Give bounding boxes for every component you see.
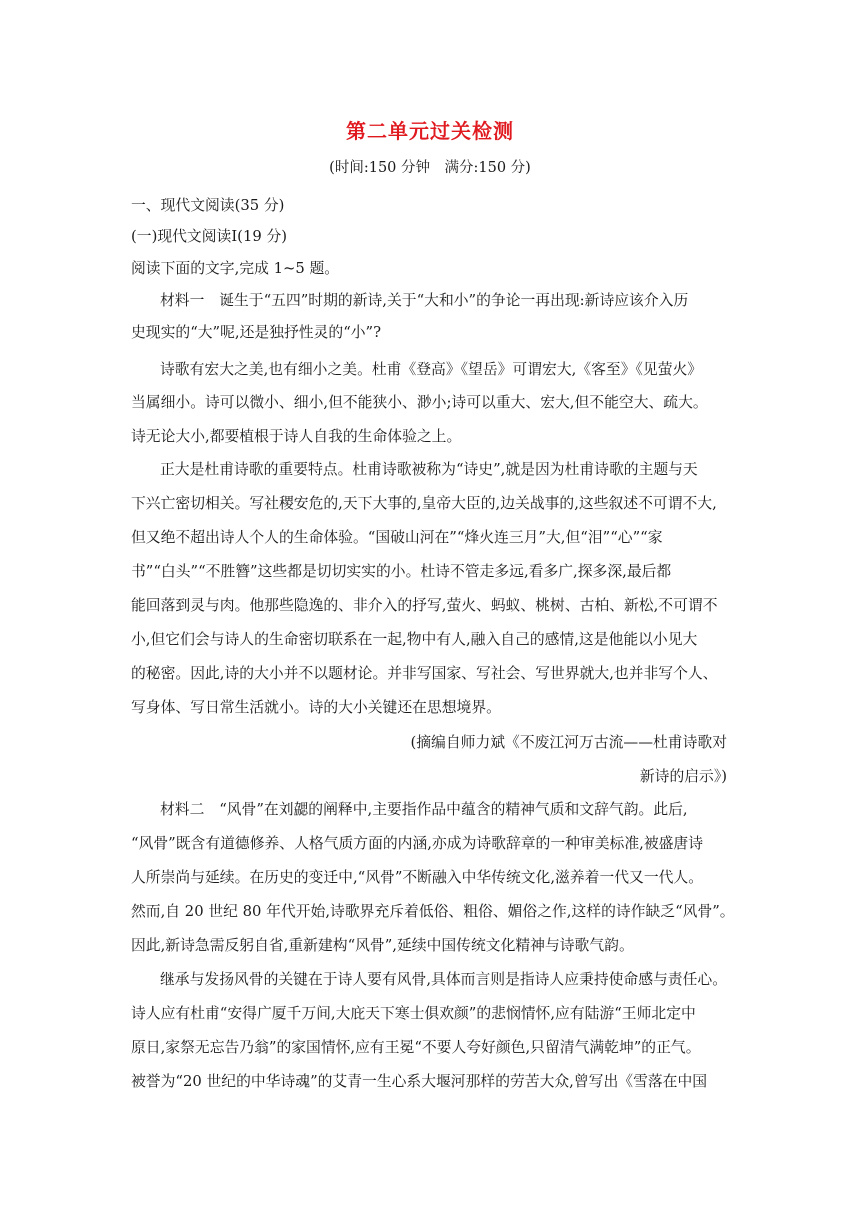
source-citation: 新诗的启示》) (639, 768, 727, 785)
text-line: 诗人应有杜甫“安得广厦千万间,大庇天下寒士俱欢颜”的悲悯情怀,应有陆游“王师北定中 (131, 1005, 696, 1022)
text-line: 材料一 诞生于“五四”时期的新诗,关于“大和小”的争论一再出现:新诗应该介入历 (160, 292, 689, 309)
text-line: 继承与发扬风骨的关键在于诗人要有风骨,具体而言则是指诗人应秉持使命感与责任心。 (160, 971, 727, 988)
subsection-heading: (一)现代文阅读Ⅰ(19 分) (131, 228, 288, 245)
text-line: 然而,自 20 世纪 80 年代开始,诗歌界充斥着低俗、粗俗、媚俗之作,这样的诗作缺乏“风骨”。 (131, 903, 735, 920)
text-line: 下兴亡密切相关。写社稷安危的,天下大事的,皇帝大臣的,边关战事的,这些叙述不可谓不大, (131, 495, 717, 512)
source-citation: (摘编自师力斌《不废江河万古流——杜甫诗歌对 (410, 734, 727, 751)
text-line: 被誉为“20 世纪的中华诗魂”的艾青一生心系大堰河那样的劳苦大众,曾写出《雪落在中国 (131, 1073, 708, 1090)
text-line: 诗无论大小,都要植根于诗人自我的生命体验之上。 (131, 428, 462, 445)
section-heading: 一、现代文阅读(35 分) (131, 197, 285, 214)
text-line: 材料二 “风骨”在刘勰的阐释中,主要指作品中蕴含的精神气质和文辞气韵。此后, (160, 801, 688, 818)
instruction: 阅读下面的文字,完成 1~5 题。 (131, 260, 340, 277)
text-line: 人所崇尚与延续。在历史的变迁中,“风骨”不断融入中华传统文化,滋养着一代又一代人。 (131, 869, 704, 886)
text-line: 写身体、写日常生活就小。诗的大小关键还在思想境界。 (131, 699, 501, 716)
text-line: 但又绝不超出诗人个人的生命体验。“国破山河在”“烽火连三月”大,但“泪”“心”“家 (131, 529, 663, 546)
text-line: 史现实的“大”呢,还是独抒性灵的“小”? (131, 324, 382, 341)
text-line: 的秘密。因此,诗的大小并不以题材论。并非写国家、写社会、写世界就大,也并非写个人、 (131, 665, 718, 682)
exam-info: (时间:150 分钟 满分:150 分) (329, 160, 531, 176)
text-line: 诗歌有宏大之美,也有细小之美。杜甫《登高》《望岳》可谓宏大,《客至》《见萤火》 (160, 361, 703, 378)
text-line: 原日,家祭无忘告乃翁”的家国情怀,应有王冕“不要人夸好颜色,只留清气满乾坤”的正气。 (131, 1039, 701, 1056)
page-title: 第二单元过关检测 (346, 119, 514, 143)
text-line: 能回落到灵与肉。他那些隐逸的、非介入的抒写,萤火、蚂蚁、桃树、古柏、新松,不可谓不 (131, 597, 718, 614)
text-line: 正大是杜甫诗歌的重要特点。杜甫诗歌被称为“诗史”,就是因为杜甫诗歌的主题与天 (160, 461, 698, 478)
text-line: 当属细小。诗可以微小、细小,但不能狭小、渺小;诗可以重大、宏大,但不能空大、疏大。 (131, 394, 708, 411)
text-line: 小,但它们会与诗人的生命密切联系在一起,物中有人,融入自己的感情,这是他能以小见大 (131, 631, 698, 648)
text-line: 书”“白头”“不胜簪”这些都是切切实实的小。杜诗不管走多远,看多广,探多深,最后都 (131, 563, 672, 580)
text-line: “风骨”既含有道德修养、人格气质方面的内涵,亦成为诗歌辞章的一种审美标准,被盛唐诗 (131, 835, 704, 852)
text-line: 因此,新诗急需反躬自省,重新建构“风骨”,延续中国传统文化精神与诗歌气韵。 (131, 937, 634, 954)
